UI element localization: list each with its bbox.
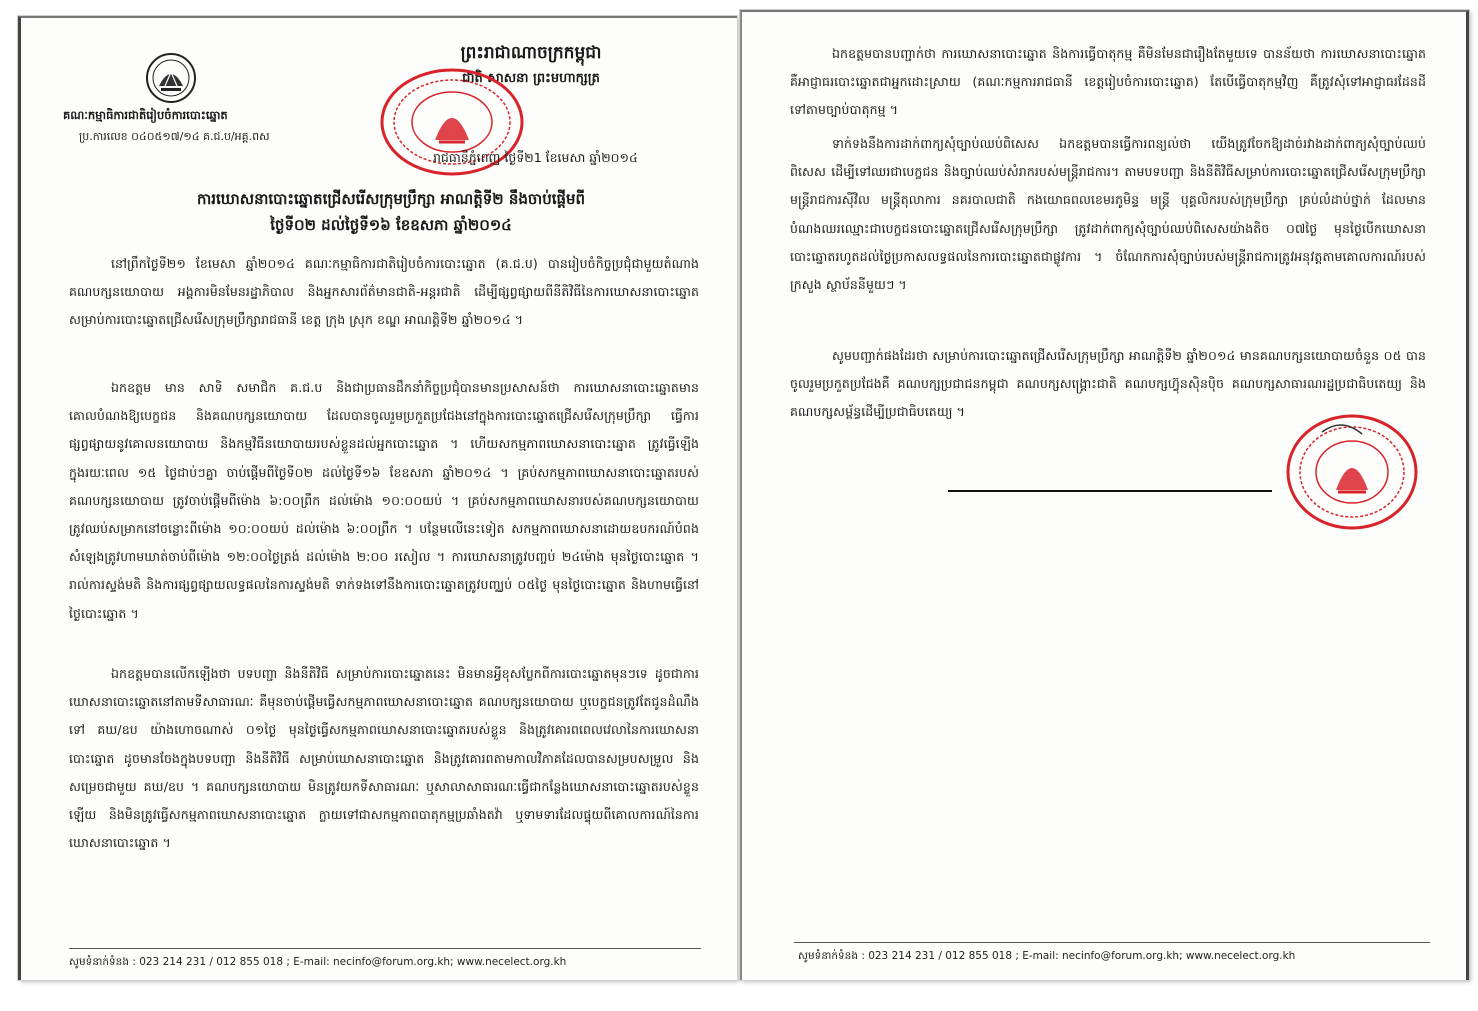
footer-rule bbox=[69, 948, 701, 949]
paragraph-1: នៅព្រឹកថ្ងៃទី២១ ខែមេសា ឆ្នាំ២០១៤ គណៈកម្មាធិការជាតិរៀបចំការបោះឆ្នោត (គ.ជ.ប) បានរៀបចំកិច្ចប្រជុំជាមួយតំណាងគណបក្សនយោបាយ អង្គការមិនមែនរដ្ឋាភិបាល និងអ្នកសារព័ត៌មានជាតិ-អន្តរជាតិ ដើម្បីផ្សព្វផ្សាយពីនីតិវិធីនៃការឃោសនាបោះឆ្នោត សម្រាប់ការបោះឆ្នោតជ្រើសរើសក្រុមប្រឹក្សារាជធានី ខេត្ត ក្រុង ស្រុក ខណ្ឌ អាណត្តិទី២ ឆ្នាំ២០១៤ ។ bbox=[69, 256, 699, 328]
footer-contact: សូមទំនាក់ទំនង : 023 214 231 / 012 855 018 ; E-mail: necinfo@forum.org.kh; www.necelect.org.kh bbox=[798, 950, 1296, 962]
nec-emblem-icon bbox=[145, 52, 197, 104]
document-title-line-1: ការឃោសនាបោះឆ្នោតជ្រើសរើសក្រុមប្រឹក្សា អាណត្តិទី២ នឹងចាប់ផ្តើមពី bbox=[196, 190, 586, 208]
paragraph-6: សូមបញ្ជាក់ផងដែរថា សម្រាប់ការបោះឆ្នោតជ្រើសរើសក្រុមប្រឹក្សា អាណត្តិទី២ ឆ្នាំ២០១៤ មានគណបក្សនយោបាយចំនួន ០៥ បានចូលរួមប្រកួតប្រជែងគឺ គណបក្សប្រជាជនកម្ពុជា គណបក្សសង្គ្រោះជាតិ គណបក្សហ៊្វុនស៊ិនប៉ិច គណបក្សសាធារណរដ្ឋប្រជាធិបតេយ្យ និងគណបក្សសម្ព័ន្ធដើម្បីប្រជាធិបតេយ្យ ។ bbox=[790, 348, 1426, 420]
paragraph-2: ឯកឧត្តម មាន សាទិ សមាជិក គ.ជ.ប និងជាប្រធានដឹកនាំកិច្ចប្រជុំបានមានប្រសាសន៍ថា ការឃោសនាបោះឆ្នោតមានគោលបំណងឱ្យបេក្ខជន និងគណបក្សនយោបាយ ដែលបានចូលរួមប្រកួតប្រជែងនៅក្នុងការបោះឆ្នោតជ្រើសរើសក្រុមប្រឹក្សា ធ្វើការផ្សព្វផ្សាយនូវគោលនយោបាយ និងកម្មវិធីនយោបាយរបស់ខ្លួនដល់អ្នកបោះឆ្នោត ។ ហើយសកម្មភាពឃោសនាបោះឆ្នោត ត្រូវធ្វើឡើងក្នុងរយៈពេល ១៥ ថ្ងៃជាប់ៗគ្នា ចាប់ផ្តើមពីថ្ងៃទី០២ ដល់ថ្ងៃទី១៦ ខែឧសភា ឆ្នាំ២០១៤ ។ គ្រប់សកម្មភាពឃោសនាបោះឆ្នោតរបស់គណបក្សនយោបាយ ត្រូវចាប់ផ្តើមពីម៉ោង ៦:០០ព្រឹក ដល់ម៉ោង ១០:០០យប់ ។ គ្រប់សកម្មភាពឃោសនារបស់គណបក្សនយោបាយ ត្រូវឈប់សម្រាកនៅចន្លោះពីម៉ោង ១០:០០យប់ ដល់ម៉ោង ៦:០០ព្រឹក ។ បន្ថែមលើនេះទៀត សកម្មភាពឃោសនាដោយឧបករណ៍បំពងសំឡេងត្រូវហាមឃាត់ចាប់ពីម៉ោង ១២:០០ថ្ងៃត្រង់ ដល់ម៉ោង ២:០០ រសៀល ។ ការឃោសនាត្រូវបញ្ចប់ ២៤ម៉ោង មុនថ្ងៃបោះឆ្នោត ។ រាល់ការស្ទង់មតិ និងការផ្សព្វផ្សាយលទ្ធផលនៃការស្ទង់មតិ ទាក់ទងទៅនឹងការបោះឆ្នោតត្រូវបញ្ឈប់ ០៥ថ្ងៃ មុនថ្ងៃបោះឆ្នោត និងហាមធ្វើនៅថ្ងៃបោះឆ្នោត ។ bbox=[69, 380, 699, 621]
kingdom-title: ព្រះរាជាណាចក្រកម្ពុជា bbox=[460, 43, 602, 63]
official-seal-icon bbox=[1282, 412, 1422, 532]
paragraph-5: ទាក់ទងនឹងការដាក់ពាក្យសុំច្បាប់ឈប់ពិសេស ឯកឧត្តមបានធ្វើការពន្យល់ថា យើងត្រូវចែកឱ្យដាច់រវាងដាក់ពាក្យសុំច្បាប់ឈប់ពិសេស ដើម្បីទៅឈរជាបេក្ខជន និងច្បាប់ឈប់សំរាករបស់មន្ត្រីរាជការ។ តាមបទបញ្ជា និងនីតិវិធីសម្រាប់ការបោះឆ្នោតជ្រើសរើសក្រុមប្រឹក្សា មន្ត្រីរាជការស៊ីវិល មន្ត្រីតុលាការ នគរបាលជាតិ កងយោធពលខេមរភូមិន្ទ មន្ត្រី បុគ្គលិករបស់ក្រុមប្រឹក្សា គ្រប់លំដាប់ថ្នាក់ ដែលមានបំណងឈរឈ្មោះជាបេក្ខជនបោះឆ្នោតជ្រើសរើសក្រុមប្រឹក្សា ត្រូវដាក់ពាក្យសុំច្បាប់ឈប់ពិសេសយ៉ាងតិច ០៧ថ្ងៃ មុនថ្ងៃបើកឃោសនាបោះឆ្នោតរហូតដល់ថ្ងៃប្រកាសលទ្ធផលនៃការបោះឆ្នោតជាផ្លូវការ ។ ចំណែកការសុំច្បាប់របស់មន្ត្រីរាជការត្រូវអនុវត្តតាមគោលការណ៍របស់ក្រសួង ស្ថាប័ននីមួយៗ ។ bbox=[790, 136, 1426, 293]
document-page-1 bbox=[18, 16, 737, 980]
document-title-line-2: ថ្ងៃទី០២ ដល់ថ្ងៃទី១៦ ខែឧសភា ឆ្នាំ២០១៤ bbox=[270, 216, 512, 234]
document-date: រាជធានីភ្នំពេញ ថ្ងៃទី២1 ខែមេសា ឆ្នាំ២០១៤ bbox=[433, 150, 638, 165]
document-page-2 bbox=[740, 10, 1469, 980]
org-name: គណៈកម្មាធិការជាតិរៀបចំការបោះឆ្នោត bbox=[63, 108, 228, 122]
footer-rule bbox=[794, 942, 1430, 943]
kingdom-motto: ជាតិ សាសនា ព្រះមហាក្សត្រ bbox=[462, 71, 600, 86]
footer-contact: សូមទំនាក់ទំនង : 023 214 231 / 012 855 018 ; E-mail: necinfo@forum.org.kh; www.necelect.org.kh bbox=[69, 956, 567, 968]
signature-line bbox=[948, 490, 1272, 492]
paragraph-3: ឯកឧត្តមបានលើកឡើងថា បទបញ្ជា និងនីតិវិធី សម្រាប់ការបោះឆ្នោតនេះ មិនមានអ្វីខុសប្លែកពីការបោះឆ្នោតមុនៗទេ ដូចជាការឃោសនាបោះឆ្នោតនៅតាមទីសាធារណៈ គឺមុនចាប់ផ្តើមធ្វើសកម្មភាពឃោសនាបោះឆ្នោត គណបក្សនយោបាយ ឬបេក្ខជនត្រូវតែជូនដំណឹងទៅ គឃ/ឧប យ៉ាងហោចណាស់ ០១ថ្ងៃ មុនថ្ងៃធ្វើសកម្មភាពឃោសនាបោះឆ្នោតរបស់ខ្លួន និងត្រូវគោរពពេលវេលានៃការឃោសនាបោះឆ្នោត ដូចមានចែងក្នុងបទបញ្ជា និងនីតិវិធី សម្រាប់ឃោសនាបោះឆ្នោត និងត្រូវគោរពតាមកាលវិភាគដែលបានសម្របសម្រួល និងសម្រេចជាមួយ គឃ/ឧប ។ គណបក្សនយោបាយ មិនត្រូវយកទីសាធារណៈ ឬសាលាសាធារណៈធ្វើជាកន្លែងឃោសនាបោះឆ្នោតរបស់ខ្លួនឡើយ និងមិនត្រូវធ្វើសកម្មភាពឃោសនាបោះឆ្នោត ក្លាយទៅជាសកម្មភាពបាតុកម្មប្រឆាំងតវ៉ា ឬទាមទារដែលផ្ទុយពីគោលការណ៍នៃការឃោសនាបោះឆ្នោត ។ bbox=[69, 666, 699, 851]
reference-number: ប្រ.ការលេខ ០៤០៥១៧/១៤ គ.ជ.ប/អគ្គ.ពស bbox=[79, 130, 270, 143]
paragraph-4: ឯកឧត្តមបានបញ្ជាក់ថា ការឃោសនាបោះឆ្នោត និងការធ្វើបាតុកម្ម គឺមិនមែនជារឿងតែមួយទេ បានន័យថា ការឃោសនាបោះឆ្នោត គឺអាជ្ញាធរបោះឆ្នោតជាអ្នកដោះស្រាយ (គណៈកម្មការរាជធានី ខេត្តរៀបចំការបោះឆ្នោត) តែបើធ្វើបាតុកម្មវិញ គឺត្រូវសុំទៅអាជ្ញាធរដែនដីទៅតាមច្បាប់បាតុកម្ម ។ bbox=[790, 46, 1426, 118]
